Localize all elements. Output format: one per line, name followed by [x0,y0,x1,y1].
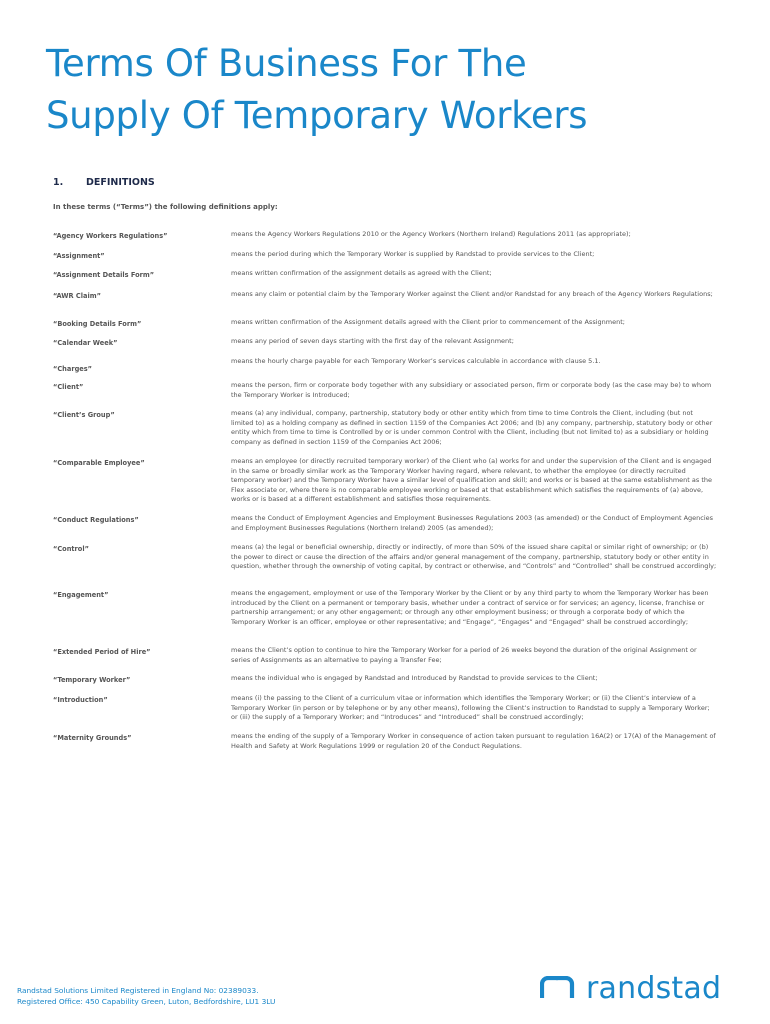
definition-meaning: means an employee (or directly recruited temporary worker) of the Client who (a) works for and under the supervision of the Client and is engaged in the same or broadly similar work as the Temporary Worker having regard, where relevant, to whether the employee (or directly recruited temporary worker) and the Temporary Worker have a similar level of qualification and skill; and works or is based at the same establishment as the Flex associate or, where there is no comparable employee working or based at that establishment which satisfies the requirements of (a) above, works or is based at a different establishment and satisfies those requirements. [231,457,712,504]
section-heading [53,177,155,188]
definition-meaning: means the person, firm or corporate body together with any subsidiary or associated person, firm or corporate body (as the case may be) to whom the Temporary Worker is Introduced; [231,381,712,399]
definition-meaning: means the ending of the supply of a Temporary Worker in consequence of action taken pursuant to regulation 16A(2) or 17(A) of the Management of Health and Safety at Work Regulations 1999 or regulation 20 of the Conduct Regulations. [231,732,716,750]
definition-meaning: means written confirmation of the Assignment details agreed with the Client prior to commencement of the Assignment; [231,318,625,326]
section-title: DEFINITIONS [86,177,155,188]
definition-term: “Assignment Details Form” [53,271,155,279]
definition-term: “Client’s Group” [53,411,115,419]
definition-term: “Charges” [53,365,93,373]
definition-term: “Client” [53,383,84,391]
footer-company-line: Randstad Solutions Limited Registered in England No: 02389033. [17,986,259,995]
document-title [46,38,736,142]
definition-meaning: means (a) the legal or beneficial ownership, directly or indirectly, of more than 50% of the issued share capital or similar right of ownership; or (b) the power to direct or cause the direction of the affairs and/or general management of the company, partnership, statutory body or other entity in question, whether through the ownership of voting capital, by contract or otherwise, and “Controls” and “Controlled” shall be construed accordingly; [231,543,717,571]
definition-term: “Comparable Employee” [53,459,145,467]
definition-term: “Calendar Week” [53,339,118,347]
definition-meaning: means the Client’s option to continue to hire the Temporary Worker for a period of 26 weeks beyond the duration of the original Assignment or series of Assignments as an alternative to paying a Transfer Fee; [231,646,697,664]
definitions-intro: In these terms (“Terms”) the following definitions apply: [53,203,278,211]
randstad-wordmark: randstad [586,970,722,1006]
definition-meaning: means written confirmation of the assignment details as agreed with the Client; [231,269,492,277]
definition-term: “Agency Workers Regulations” [53,232,168,240]
definition-term: “AWR Claim” [53,292,101,300]
footer-address-line: Registered Office: 450 Capability Green, Luton, Bedfordshire, LU1 3LU [17,997,276,1006]
definition-term: “Temporary Worker” [53,676,131,684]
section-number: 1. [53,177,64,188]
definition-term: “Maternity Grounds” [53,734,132,742]
definition-term: “Assignment” [53,252,105,260]
definition-term: “Engagement” [53,591,109,599]
definition-term: “Extended Period of Hire” [53,648,151,656]
randstad-logo-mark-icon [540,976,580,1000]
definition-meaning: means any period of seven days starting with the first day of the relevant Assignment; [231,337,514,345]
definition-term: “Control” [53,545,89,553]
definition-term: “Booking Details Form” [53,320,142,328]
definition-meaning: means the Agency Workers Regulations 2010 or the Agency Workers (Northern Ireland) Regulations 2011 (as appropriate); [231,230,631,238]
randstad-logo [540,968,721,1008]
definition-meaning: means the individual who is engaged by Randstad and Introduced by Randstad to provide services to the Client; [231,674,598,682]
definition-meaning: means the Conduct of Employment Agencies and Employment Businesses Regulations 2003 (as amended) or the Conduct of Employment Agencies and Employment Businesses Regulations (Northern Ireland) 2005 (as amended); [231,514,714,532]
footer-registration [17,985,275,1007]
title-line: Terms Of Business For The [46,42,527,85]
definition-meaning: means the hourly charge payable for each Temporary Worker’s services calculable in accordance with clause 5.1. [231,357,601,365]
definition-meaning: means (i) the passing to the Client of a curriculum vitae or information which identifies the Temporary Worker; or (ii) the Client’s interview of a Temporary Worker (in person or by telephone or by any other means), following the Client’s instruction to Randstad to supply a Temporary Worker; or (iii) the supply of a Temporary Worker; and “Introduces” and “Introduced” shall be construed accordingly; [231,694,710,722]
definition-meaning: means the period during which the Temporary Worker is supplied by Randstad to provide services to the Client; [231,250,595,258]
definition-term: “Conduct Regulations” [53,516,139,524]
definition-meaning: means the engagement, employment or use of the Temporary Worker by the Client or by any third party to whom the Temporary Worker has been introduced by the Client on a permanent or temporary basis, whether under a contract of service or for services; an agency, license, franchise or partnership arrangement; or any other engagement; or through any other employment business; or through a corporate body of which the Temporary Worker is an officer, employee or other representative; and “Engage”, “Engages” and “Engaged” shall be construed accordingly; [231,589,709,626]
title-line: Supply Of Temporary Workers [46,94,588,137]
definition-meaning: means any claim or potential claim by the Temporary Worker against the Client and/or Randstad for any breach of the Agency Workers Regulations; [231,290,713,298]
definition-term: “Introduction” [53,696,108,704]
definition-meaning: means (a) any individual, company, partnership, statutory body or other entity which from time to time Controls the Client, including (but not limited to) as a holding company as defined in section 1159 of the Companies Act 2006; and (b) any company, partnership, statutory body or other entity which from time to time is Controlled by or is under common Control with the Client, including (but not limited to) as a subsidiary or holding company as defined in section 1159 of the Companies Act 2006; [231,409,713,446]
